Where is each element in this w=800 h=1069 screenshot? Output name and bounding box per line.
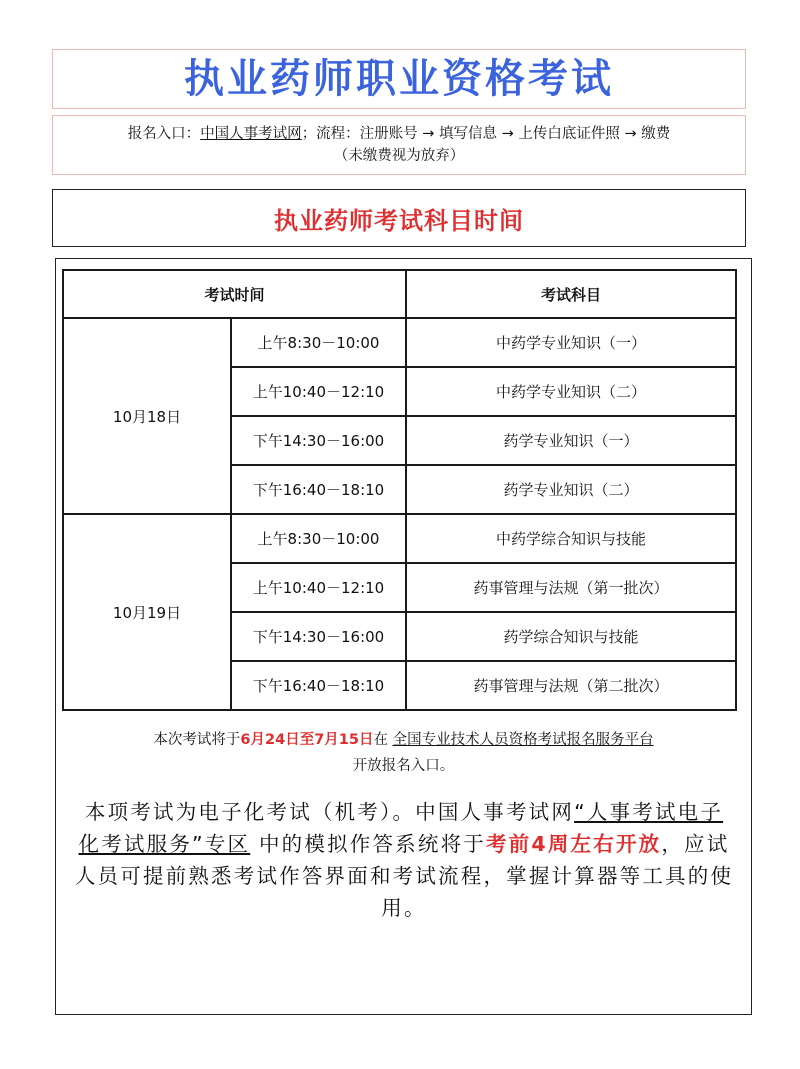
notice-text: 本项考试为电子化考试（机考）。中国人事考试网 [84, 800, 575, 824]
open-time-highlight: 考前4周左右开放 [485, 832, 662, 856]
date-cell: 10月19日 [63, 514, 231, 710]
notice-text: 在 [373, 732, 393, 748]
date-cell: 10月18日 [63, 318, 231, 514]
subject-cell: 药事管理与法规（第一批次） [406, 563, 736, 612]
registration-entry-link[interactable]: 中国人事考试网 [200, 126, 302, 142]
table-row [63, 514, 736, 563]
header-subject: 考试科目 [406, 270, 736, 318]
time-cell: 下午14:30－16:00 [231, 416, 406, 465]
registration-info [52, 115, 746, 175]
registration-note: （未缴费视为放弃） [333, 148, 465, 164]
page-title: 执业药师职业资格考试 [184, 56, 614, 102]
schedule-table [62, 269, 737, 711]
time-cell: 下午14:30－16:00 [231, 612, 406, 661]
registration-dates: 6月24日至7月15日 [240, 732, 374, 748]
subject-cell: 药学综合知识与技能 [406, 612, 736, 661]
subject-cell: 药事管理与法规（第二批次） [406, 661, 736, 710]
subject-cell: 中药学专业知识（一） [406, 318, 736, 367]
platform-link[interactable]: 全国专业技术人员资格考试报名服务平台 [392, 732, 654, 748]
time-cell: 下午16:40－18:10 [231, 465, 406, 514]
registration-period-notice [56, 727, 751, 779]
time-cell: 上午8:30－10:00 [231, 514, 406, 563]
notice-text: 本次考试将于 [153, 732, 241, 748]
notice-text: 开放报名入口。 [352, 758, 455, 774]
section-title: 执业药师考试科目时间 [274, 206, 524, 235]
table-row [63, 318, 736, 367]
subject-cell: 药学专业知识（一） [406, 416, 736, 465]
exam-service-zone-link[interactable]: “人事考试电子化考试服务”专区 [78, 800, 724, 856]
registration-period-line [56, 727, 751, 753]
table-header-row [63, 270, 736, 318]
title-box [52, 49, 746, 109]
time-cell: 上午8:30－10:00 [231, 318, 406, 367]
subject-cell: 药学专业知识（二） [406, 465, 736, 514]
time-cell: 上午10:40－12:10 [231, 563, 406, 612]
subject-cell: 中药学综合知识与技能 [406, 514, 736, 563]
time-cell: 下午16:40－18:10 [231, 661, 406, 710]
time-cell: 上午10:40－12:10 [231, 367, 406, 416]
registration-prefix: 报名入口： [127, 126, 201, 142]
computer-exam-notice [74, 796, 734, 924]
registration-line [53, 123, 745, 145]
registration-flow: ；流程：注册账号 → 填写信息 → 上传白底证件照 → 缴费 [301, 126, 671, 142]
subject-cell: 中药学专业知识（二） [406, 367, 736, 416]
section-title-box [52, 189, 746, 247]
header-time: 考试时间 [63, 270, 406, 318]
notice-text: 中的模拟作答系统将于 [250, 832, 486, 856]
schedule-panel [55, 258, 752, 1015]
notice-text: ，应试人员可提前熟悉考试作答界面和考试流程，掌握计算器等工具的使用。 [74, 832, 734, 920]
